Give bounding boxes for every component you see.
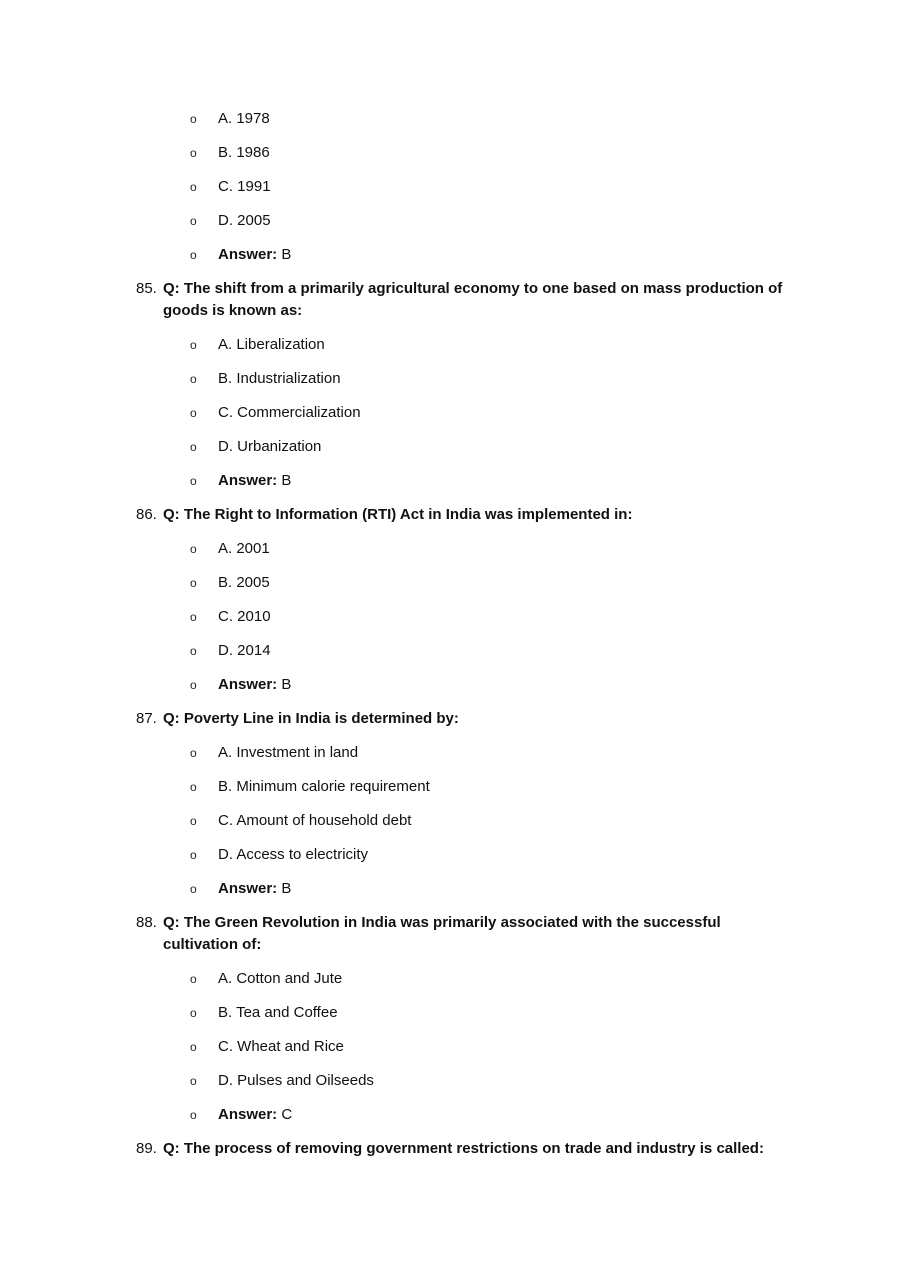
- option-item: [0, 430, 900, 464]
- answer-label: Answer:: [218, 880, 278, 897]
- option-text: B. 2005: [218, 574, 270, 591]
- option-list: [0, 736, 900, 906]
- answer-value: B: [277, 676, 292, 693]
- option-item: [0, 170, 900, 204]
- option-item: [0, 804, 900, 838]
- bullet-icon: o: [190, 576, 197, 590]
- option-text: A. 2001: [218, 540, 270, 557]
- option-text: D. 2005: [218, 212, 271, 229]
- question-number: 86.: [136, 506, 157, 523]
- option-text: C. 2010: [218, 608, 271, 625]
- option-text: A. Cotton and Jute: [218, 970, 343, 987]
- answer-label: Answer:: [218, 472, 278, 489]
- option-text: B. Tea and Coffee: [218, 1004, 338, 1021]
- option-item: [0, 770, 900, 804]
- option-text: D. Access to electricity: [218, 846, 369, 863]
- question-number: 89.: [136, 1140, 157, 1157]
- answer-item: [0, 872, 900, 906]
- option-text: A. Liberalization: [218, 336, 325, 353]
- bullet-icon: o: [190, 644, 197, 658]
- bullet-icon: o: [190, 542, 197, 556]
- answer-value: B: [277, 472, 292, 489]
- bullet-icon: o: [190, 112, 197, 126]
- question-number: 85.: [136, 280, 157, 297]
- document-page: [0, 102, 900, 1166]
- option-text: A. 1978: [218, 110, 270, 127]
- option-item: [0, 600, 900, 634]
- bullet-icon: o: [190, 248, 197, 262]
- question-text: Q: The shift from a primarily agricultural economy to one based on mass production of goods is known as:: [163, 280, 783, 319]
- question-text: Q: The process of removing government restrictions on trade and industry is called:: [163, 1140, 764, 1157]
- option-item: [0, 996, 900, 1030]
- option-item: [0, 102, 900, 136]
- answer-text: [218, 464, 291, 498]
- option-text: B. 1986: [218, 144, 270, 161]
- question: [0, 272, 900, 328]
- option-item: [0, 328, 900, 362]
- bullet-icon: o: [190, 678, 197, 692]
- bullet-icon: o: [190, 972, 197, 986]
- option-item: [0, 204, 900, 238]
- option-list: [0, 962, 900, 1132]
- answer-value: B: [277, 246, 292, 263]
- question-text: Q: Poverty Line in India is determined by:: [163, 710, 459, 727]
- bullet-icon: o: [190, 1074, 197, 1088]
- question-text: Q: The Right to Information (RTI) Act in India was implemented in:: [163, 506, 633, 523]
- question-text: Q: The Green Revolution in India was primarily associated with the successful cultivation of:: [163, 914, 721, 953]
- question: [0, 906, 900, 962]
- bullet-icon: o: [190, 746, 197, 760]
- option-item: [0, 396, 900, 430]
- bullet-icon: o: [190, 848, 197, 862]
- question: [0, 498, 900, 532]
- question: [0, 702, 900, 736]
- bullet-icon: o: [190, 406, 197, 420]
- option-text: D. 2014: [218, 642, 271, 659]
- option-item: [0, 838, 900, 872]
- bullet-icon: o: [190, 882, 197, 896]
- bullet-icon: o: [190, 814, 197, 828]
- answer-value: B: [277, 880, 292, 897]
- option-item: [0, 962, 900, 996]
- option-list: [0, 532, 900, 702]
- answer-text: [218, 668, 291, 702]
- answer-value: C: [277, 1106, 293, 1123]
- option-item: [0, 566, 900, 600]
- bullet-icon: o: [190, 1108, 197, 1122]
- option-item: [0, 736, 900, 770]
- bullet-icon: o: [190, 338, 197, 352]
- option-text: A. Investment in land: [218, 744, 359, 761]
- bullet-icon: o: [190, 146, 197, 160]
- option-text: C. Commercialization: [218, 404, 361, 421]
- option-item: [0, 136, 900, 170]
- question-number: 88.: [136, 914, 157, 931]
- question: [0, 1132, 900, 1166]
- answer-item: [0, 238, 900, 272]
- answer-label: Answer:: [218, 676, 278, 693]
- answer-item: [0, 464, 900, 498]
- option-item: [0, 362, 900, 396]
- option-text: C. Amount of household debt: [218, 812, 412, 829]
- bullet-icon: o: [190, 214, 197, 228]
- option-text: C. 1991: [218, 178, 271, 195]
- option-list: [0, 102, 900, 272]
- bullet-icon: o: [190, 610, 197, 624]
- answer-text: [218, 1098, 292, 1132]
- answer-label: Answer:: [218, 246, 278, 263]
- option-item: [0, 1064, 900, 1098]
- option-item: [0, 634, 900, 668]
- answer-label: Answer:: [218, 1106, 278, 1123]
- option-text: D. Pulses and Oilseeds: [218, 1072, 374, 1089]
- bullet-icon: o: [190, 372, 197, 386]
- option-item: [0, 1030, 900, 1064]
- question-number: 87.: [136, 710, 157, 727]
- bullet-icon: o: [190, 474, 197, 488]
- answer-text: [218, 872, 291, 906]
- option-text: D. Urbanization: [218, 438, 322, 455]
- bullet-icon: o: [190, 440, 197, 454]
- option-text: B. Minimum calorie requirement: [218, 778, 430, 795]
- option-text: B. Industrialization: [218, 370, 341, 387]
- answer-item: [0, 668, 900, 702]
- bullet-icon: o: [190, 780, 197, 794]
- answer-item: [0, 1098, 900, 1132]
- bullet-icon: o: [190, 1040, 197, 1054]
- option-list: [0, 328, 900, 498]
- bullet-icon: o: [190, 1006, 197, 1020]
- answer-text: [218, 238, 291, 272]
- option-text: C. Wheat and Rice: [218, 1038, 344, 1055]
- bullet-icon: o: [190, 180, 197, 194]
- option-item: [0, 532, 900, 566]
